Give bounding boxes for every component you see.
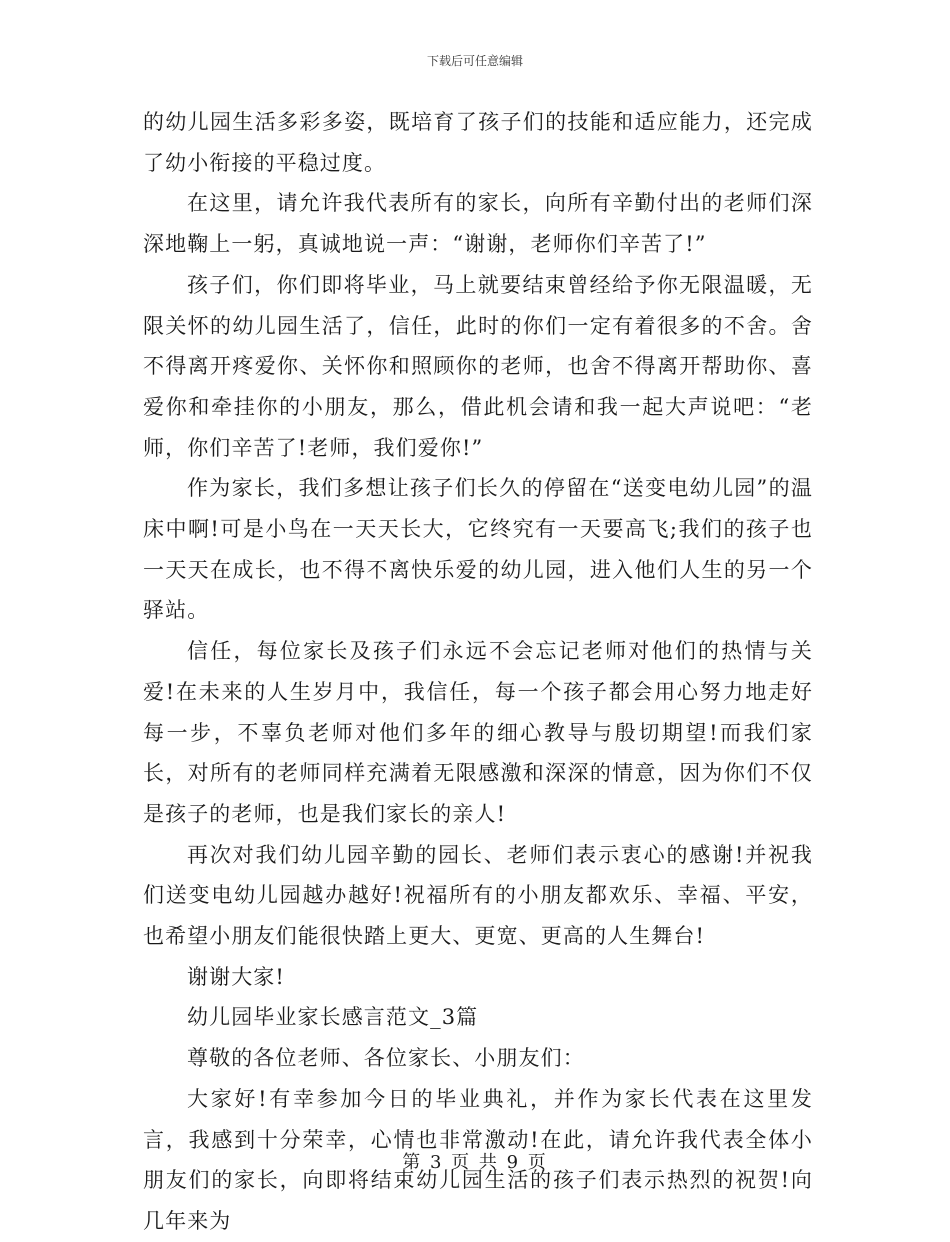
paragraph-gratitude: 再次对我们幼儿园辛勤的园长、老师们表示衷心的感谢!并祝我们送变电幼儿园越办越好!祝福所有的小朋友都欢乐、幸福、平安，也希望小朋友们能很快踏上更大、更宽、更高的人生舞台!: [143, 842, 813, 949]
paragraph-greeting: 大家好!有幸参加今日的毕业典礼，并作为家长代表在这里发言，我感到十分荣幸，心情也非常激动!在此，请允许我代表全体小朋友们的家长，向即将结束幼儿园生活的孩子们表示热烈的祝贺!向几年来为: [143, 1086, 813, 1233]
section-title: 幼儿园毕业家长感言范文_3篇: [187, 1005, 479, 1030]
paragraph-children: 孩子们，你们即将毕业，马上就要结束曾经给予你无限温暖，无限关怀的幼儿园生活了，信任，此时的你们一定有着很多的不舍。舍不得离开疼爱你、关怀你和照顾你的老师，也舍不得离开帮助你、喜爱你和牵挂你的小朋友，那么，借此机会请和我一起大声说吧：“老师，你们辛苦了!老师，我们爱你!”: [143, 272, 813, 460]
paragraph-thank-you: 谢谢大家!: [187, 964, 285, 989]
document-body: [143, 102, 813, 1242]
page-number: 第 3 页 共 9 页: [402, 1152, 548, 1173]
paragraph-trust: 信任，每位家长及孩子们永远不会忘记老师对他们的热情与关爱!在未来的人生岁月中，我信任，每一个孩子都会用心努力地走好每一步，不辜负老师对他们多年的细心教导与殷切期望!而我们家长，对所有的老师同样充满着无限感激和深深的情意，因为你们不仅是孩子的老师，也是我们家长的亲人!: [143, 639, 813, 826]
paragraph-thanks-teachers: 在这里，请允许我代表所有的家长，向所有辛勤付出的老师们深深地鞠上一躬，真诚地说一声：“谢谢，老师你们辛苦了!”: [143, 191, 813, 257]
page-header: 下载后可任意编辑: [426, 54, 523, 68]
paragraph-as-parents: 作为家长，我们多想让孩子们长久的停留在“送变电幼儿园”的温床中啊!可是小鸟在一天天长大，它终究有一天要高飞;我们的孩子也一天天在成长，也不得不离快乐爱的幼儿园，进入他们人生的另一个驿站。: [143, 476, 813, 623]
salutation: 尊敬的各位老师、各位家长、小朋友们：: [187, 1046, 585, 1071]
paragraph-continuation: 的幼儿园生活多彩多姿，既培育了孩子们的技能和适应能力，还完成了幼小衔接的平稳过度。: [143, 110, 813, 175]
